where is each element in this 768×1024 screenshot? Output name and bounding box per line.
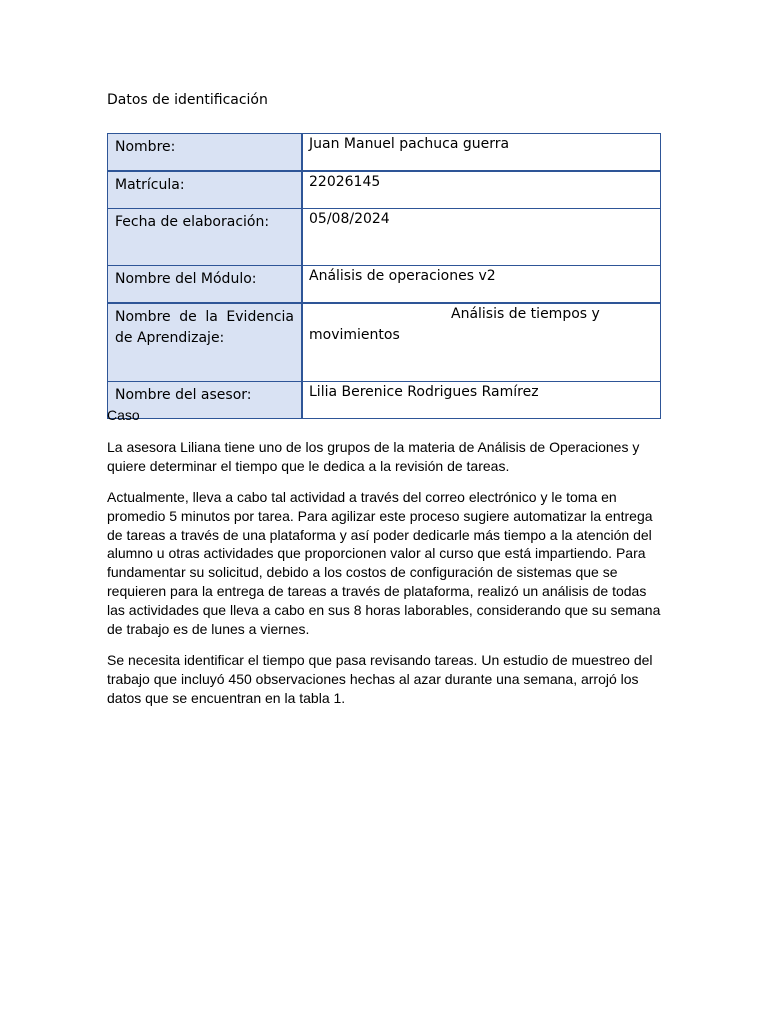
label-evidencia: Nombre de la Evidencia de Aprendizaje: — [108, 303, 303, 382]
label-asesor: Nombre del asesor: — [108, 382, 303, 419]
value-evidencia-line2: movimientos — [309, 327, 400, 343]
label-fecha: Fecha de elaboración: — [108, 209, 303, 266]
value-modulo-text: Análisis de operaciones v2 — [309, 268, 496, 284]
value-modulo — [302, 266, 661, 304]
value-fecha-text: 05/08/2024 — [309, 211, 390, 227]
table-row — [108, 382, 661, 419]
value-evidencia — [302, 303, 661, 382]
value-nombre-text: Juan Manuel pachuca guerra — [309, 136, 510, 152]
section-title-caso: Caso — [107, 407, 140, 423]
paragraph-1: La asesora Liliana tiene uno de los grupos de la materia de Análisis de Operaciones y quiere determinar el tiempo que le dedica a la revisión de tareas. — [107, 439, 640, 474]
table-row — [108, 134, 661, 172]
value-asesor-text: Lilia Berenice Rodrigues Ramírez — [309, 384, 539, 400]
value-nombre — [302, 134, 661, 172]
paragraph-3: Se necesita identificar el tiempo que pasa revisando tareas. Un estudio de muestreo del trabajo que incluyó 450 observaciones hechas al azar durante una semana, arrojó los datos que se encuentran en la tabla 1. — [107, 652, 653, 706]
identification-table — [107, 133, 661, 419]
value-matricula — [302, 171, 661, 209]
page-title: Datos de identificación — [107, 92, 268, 108]
paragraph-2: Actualmente, lleva a cabo tal actividad a través del correo electrónico y le toma en promedio 5 minutos por tarea. Para agilizar este proceso sugiere automatizar la entrega de tareas a través de una plataforma y así poder dedicarle más tiempo a la atención del alumno u otras actividades que proporcionen valor al curso que está impartiendo. Para fundamentar su solicitud, debido a los costos de configuración de sistemas que se requieren para la entrega de tareas a través de plataforma, realizó un análisis de todas las actividades que lleva a cabo en sus 8 horas laborables, considerando que su semana de trabajo es de lunes a viernes. — [107, 489, 661, 637]
table-row — [108, 266, 661, 304]
label-nombre: Nombre: — [108, 134, 303, 172]
value-matricula-text: 22026145 — [309, 174, 381, 190]
label-modulo: Nombre del Módulo: — [108, 266, 303, 304]
value-asesor — [302, 382, 661, 419]
table-row — [108, 171, 661, 209]
table-row — [108, 303, 661, 382]
label-matricula: Matrícula: — [108, 171, 303, 209]
value-fecha — [302, 209, 661, 266]
table-row — [108, 209, 661, 266]
value-evidencia-line1: Análisis de tiempos y — [451, 306, 600, 322]
